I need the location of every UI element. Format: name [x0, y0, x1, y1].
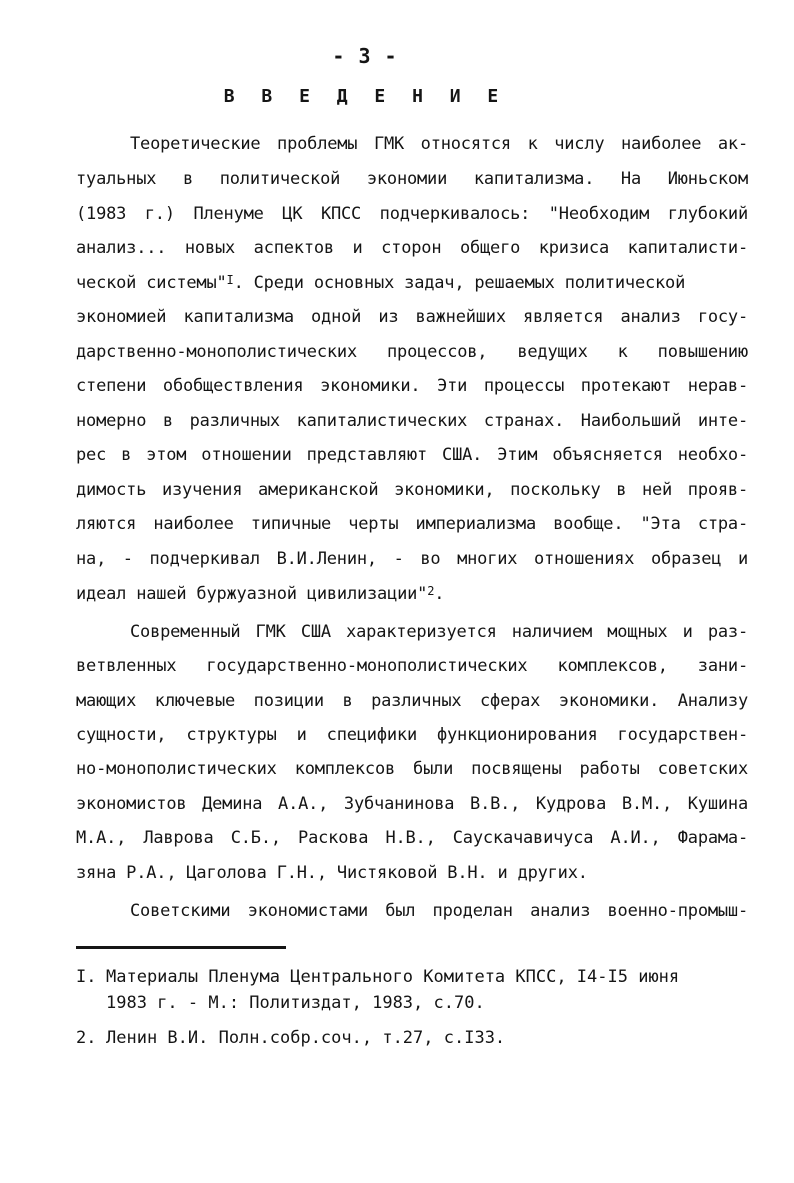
body-line: М.А., Лаврова С.Б., Раскова Н.В., Саускачавичуса А.И., Фарама- [76, 828, 748, 848]
body-line [76, 268, 685, 298]
body-text: идеал нашей буржуазной цивилизации" [76, 584, 428, 604]
body-line: ляются наиболее типичные черты империализма вообще. "Эта стра- [76, 514, 748, 534]
body-line: экономистов Демина А.А., Зубчанинова В.В., Кудрова В.М., Кушина [76, 794, 748, 814]
body-line: рес в этом отношении представляют США. Этим объясняется необхо- [76, 445, 748, 465]
body-line: ветвленных государственно-монополистических комплексов, зани- [76, 656, 748, 676]
body-line: Советскими экономистами был проделан анализ военно-промыш- [130, 901, 748, 921]
footnote-ref-2: 2 [427, 584, 435, 598]
body-line [76, 579, 444, 609]
body-line: Теоретические проблемы ГМК относятся к числу наиболее ак- [130, 134, 748, 154]
body-line: димость изучения американской экономики, поскольку в ней прояв- [76, 480, 748, 500]
body-line: сущности, структуры и специфики функционирования государствен- [76, 725, 748, 745]
body-line: туальных в политической экономии капитализма. На Июньском [76, 169, 748, 189]
body-line: мающих ключевые позиции в различных сферах экономики. Анализу [76, 691, 748, 711]
body-line: зяна Р.А., Цаголова Г.Н., Чистяковой В.Н. и других. [76, 863, 588, 883]
footnote-marker: 2. [76, 1028, 97, 1048]
body-text: . [434, 584, 445, 604]
footnote-text: Материалы Пленума Центрального Комитета КПСС, I4-I5 июня [106, 967, 680, 987]
section-heading: В В Е Д Е Н И Е [223, 86, 507, 107]
footnote-marker: I. [76, 967, 97, 987]
body-line: (1983 г.) Пленуме ЦК КПСС подчеркивалось: "Необходим глубокий [76, 204, 748, 224]
body-line: степени обобществления экономики. Эти процессы протекают нерав- [76, 376, 748, 396]
body-text: ческой системы" [76, 273, 227, 293]
body-line: дарственно-монополистических процессов, ведущих к повышению [76, 342, 748, 362]
footnote-text: Ленин В.И. Полн.собр.соч., т.27, с.I33. [106, 1028, 506, 1048]
footnote-separator [76, 946, 286, 949]
footnote-ref-1: I [226, 273, 234, 287]
footnote-text: 1983 г. - М.: Политиздат, 1983, с.70. [106, 993, 485, 1013]
body-line: экономией капитализма одной из важнейших является анализ госу- [76, 307, 748, 327]
body-text: . Среди основных задач, решаемых политической [233, 273, 686, 293]
body-line: на, - подчеркивал В.И.Ленин, - во многих отношениях образец и [76, 549, 748, 569]
body-line: номерно в различных капиталистических странах. Наибольший инте- [76, 411, 748, 431]
page-number: - 3 - [332, 44, 398, 68]
body-line: анализ... новых аспектов и сторон общего кризиса капиталисти- [76, 238, 748, 258]
body-line: но-монополистических комплексов были посвящены работы советских [76, 759, 748, 779]
body-line: Современный ГМК США характеризуется наличием мощных и раз- [130, 622, 748, 642]
